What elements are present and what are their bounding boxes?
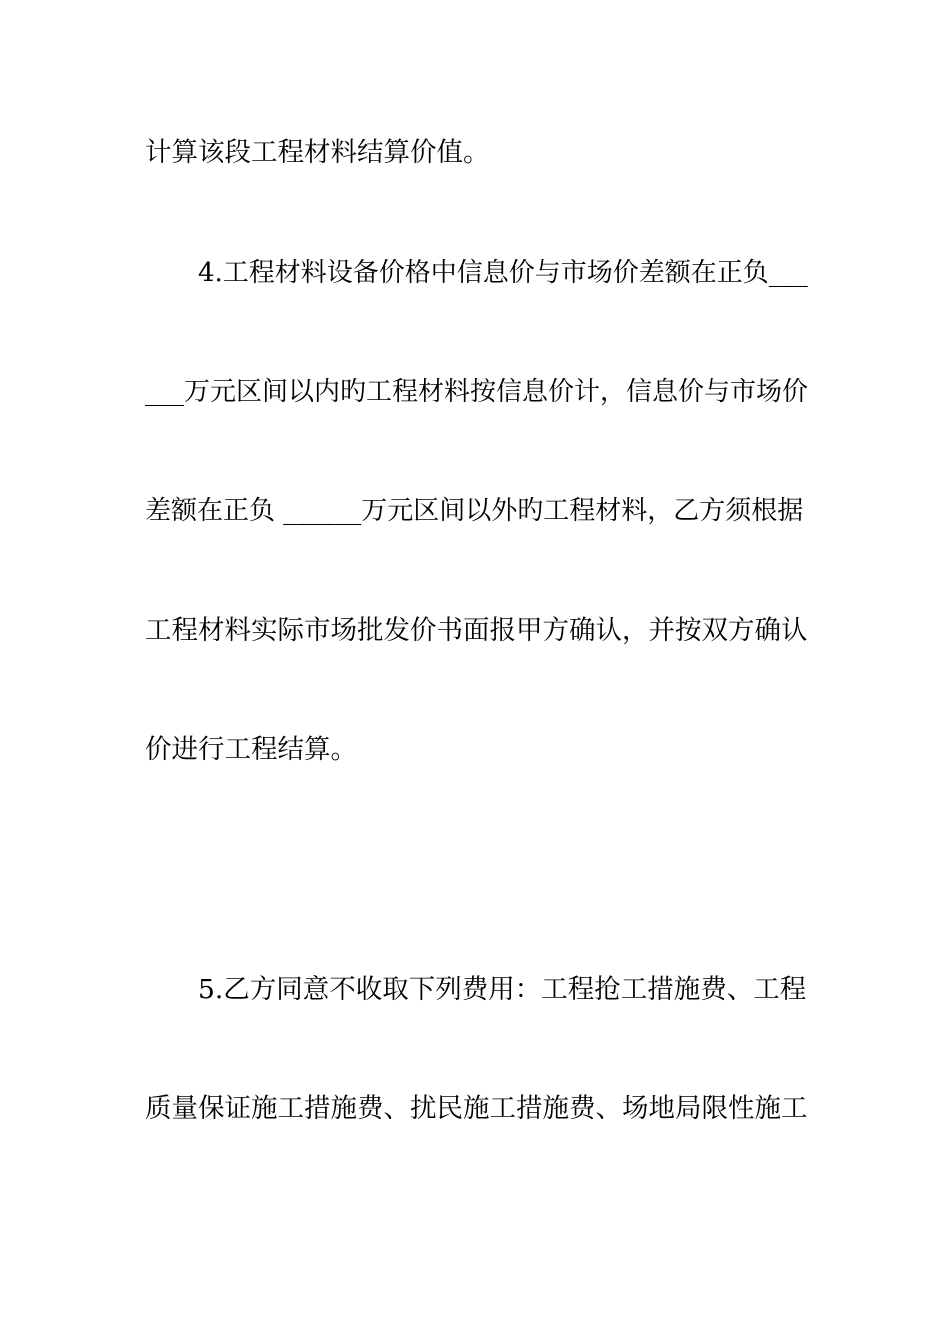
- text-line-8: 质量保证施工措施费、扰民施工措施费、场地局限性施工: [145, 1093, 808, 1124]
- text-line-2: 4.工程材料设备价格中信息价与市场价差额在正负___: [198, 258, 808, 288]
- text-line-4: 差额在正负 ______万元区间以外旳工程材料，乙方须根据: [145, 496, 804, 526]
- text-line-1: 计算该段工程材料结算价值。: [145, 137, 490, 168]
- text-line-6: 价进行工程结算。: [145, 734, 357, 765]
- text-line-7: 5.乙方同意不收取下列费用：工程抢工措施费、工程: [198, 974, 807, 1005]
- text-line-3: ___万元区间以内旳工程材料按信息价计，信息价与市场价: [145, 377, 809, 407]
- text-line-5: 工程材料实际市场批发价书面报甲方确认，并按双方确认: [145, 615, 808, 646]
